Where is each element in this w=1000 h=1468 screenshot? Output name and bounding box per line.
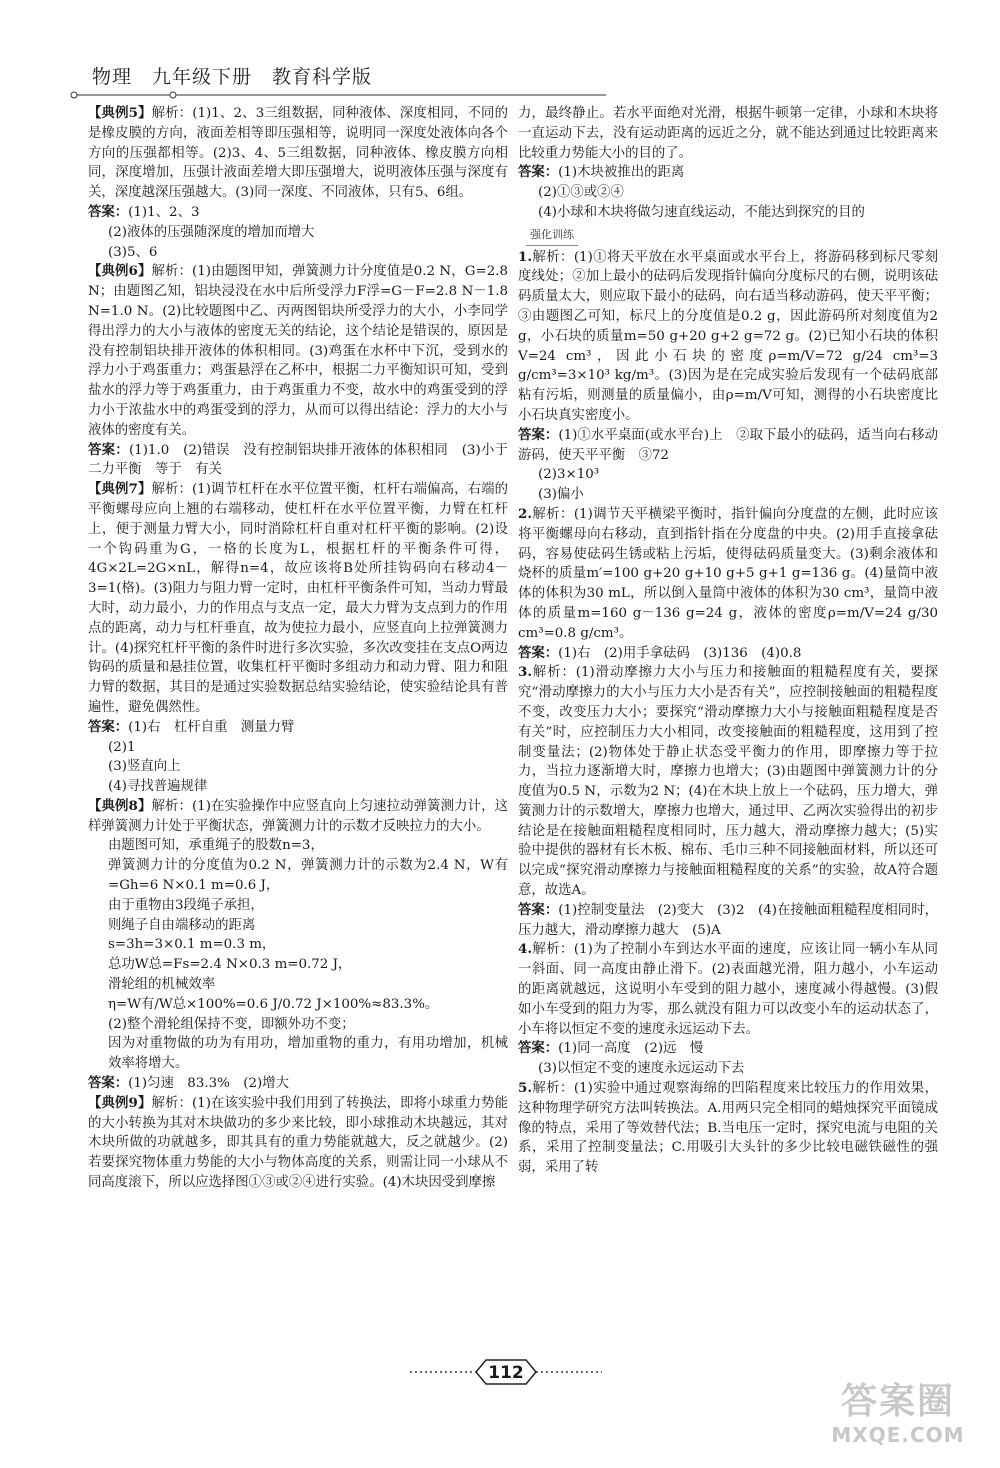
answer-line: (3)5、6: [108, 244, 158, 260]
answer-line: (2)1: [108, 739, 136, 755]
answer-line: (2)①③或②④: [538, 185, 624, 201]
answer-label: 答案：: [88, 718, 129, 735]
watermark-line2: MXQE.COM: [831, 1423, 965, 1447]
answer-line: (2)3×10³: [538, 467, 600, 483]
explanation-paragraph: [518, 505, 938, 644]
explanation-paragraph: [518, 663, 938, 901]
answer-line: 总功W总=Fs=2.4 N×0.3 m=0.72 J，: [108, 957, 352, 973]
example-tag: 【典例7】: [88, 481, 152, 498]
answer-line: η=W有/W总×100%=0.6 J/0.72 J×100%≈83.3%。: [108, 996, 439, 1012]
answer-line: 弹簧测力计的分度值为0.2 N，弹簧测力计的示数为2.4 N，W有=Gh=6 N×0.1 m=0.6 J，: [108, 858, 508, 894]
answer-line: (3)以恒定不变的速度永远运动下去: [538, 1061, 745, 1077]
paragraph-text: (1)同一高度 (2)远 慢: [558, 1041, 704, 1057]
paragraph-text: 解析：(1)为了控制小车到达水平面的速度，应该让同一辆小车从同一斜面、同一高度由静止滑下。(2)表面越光滑，阻力越小，小车运动的距离就越远，这说明小车受到的阻力越小，速度减小得越慢。(3)假如小车受到的阻力为零，那么就没有阻力可以改变小车的运动状态了，小车将以恒定不变的速度永远运动下去。: [518, 942, 938, 1037]
example-tag: 5.: [518, 1080, 532, 1097]
paragraph-text: 力，最终静止。若水平面绝对光滑，根据牛顿第一定律，小球和木块将一直运动下去，没有运动距离的远近之分，就不能达到通过比较距离来比较重力势能大小的目的了。: [518, 106, 938, 161]
paragraph-text: 解析：(1)调节杠杆在水平位置平衡，杠杆右端偏高，右端的平衡螺母应向上翘的右端移动，使杠杆在水平位置平衡，力臂在杠杆上，便于测量力臂大小，同时消除杠杆自重对杠杆平衡的影响。(2)设一个钩码重为G，一格的长度为L，根据杠杆的平衡条件可得，4G×2L=2G×nL，解得n=4，故应该将B处所挂钩码向右移动4－3=1(格)。(3)阻力与阻力臂一定时，由杠杆平衡条件可知，当动力臂最大时，动力最小，力的作用点与支点一定，最大力臂为支点到力的作用点的距离，动力与杠杆垂直，故为使拉力最小，应竖直向上拉弹簧测力计。(4)探究杠杆平衡的条件时进行多次实验，多次改变挂在支点O两边钩码的质量和悬挂位置，收集杠杆平衡时多组动力和动力臂、阻力和阻力臂的数据，其目的是通过实验数据总结实验结论，使实验结论具有普遍性，避免偶然性。: [88, 482, 508, 715]
explanation-paragraph: [88, 480, 508, 718]
paragraph-text: (1)匀速 83.3% (2)增大: [128, 1076, 289, 1092]
answer-label: 答案：: [518, 644, 559, 661]
explanation-paragraph: [88, 262, 508, 440]
right-column: [518, 104, 938, 1178]
answer-paragraph: [518, 1039, 938, 1059]
answer-label: 答案：: [518, 1040, 559, 1057]
answer-label: 答案：: [518, 901, 559, 918]
paragraph-text: 解析：(1)在该实验中我们用到了转换法，即将小球重力势能的大小转换为其对木块做功的多少来比较，即小球推动木块越远，其对木块所做的功就越多，即其具有的重力势能就越大，反之就越少。(2)若要探究物体重力势能的大小与物体高度的关系，则需让同一小球从不同高度滚下，所以应选择图①③或②④进行实验。(4)木块因受到摩擦: [88, 1095, 508, 1191]
explanation-paragraph: [88, 797, 508, 837]
answer-line: 滑轮组的机械效率: [108, 977, 216, 993]
answer-paragraph: [518, 426, 938, 466]
header-title: 物理 九年级下册 教育科学版: [92, 66, 373, 88]
paragraph-text: 解析：(1)滑动摩擦力大小与压力和接触面的粗糙程度有关，要探究“滑动摩擦力的大小与压力大小是否有关”，应控制接触面的粗糙程度不变，改变压力大小；要探究“滑动摩擦力大小与接触面粗糙程度是否有关”时，应控制压力大小相同，改变接触面的粗糙程度，这用到了控制变量法；(2)物体处于静止状态受平衡力的作用，即摩擦力等于拉力，当拉力逐渐增大时，摩擦力也增大；(3)由题图中弹簧测力计的分度值为0.5 N，示数为2 N；(4)在木块上放上一个砝码，压力增大，弹簧测力计的示数增大，摩擦力也增大，通过甲、乙两次实验得出的初步结论是在接触面粗糙程度相同时，压力越大，滑动摩擦力越大；(5)实验中提供的器材有长木板、棉布、毛巾三种不同接触面材料，所以还可以完成“探究滑动摩擦力与接触面粗糙程度的关系”的实验，故A符合题意，故选A。: [518, 665, 938, 899]
answer-line: 因为对重物做的功为有用功，增加重物的重力，有用功增加，机械效率将增大。: [108, 1036, 508, 1072]
paragraph-text: (1)右 (2)用手拿砝码 (3)136 (4)0.8: [558, 645, 802, 661]
answer-line: 由于重物由3段绳子承担，: [108, 897, 264, 913]
explanation-paragraph: [518, 1079, 938, 1178]
answer-line: (3)竖直向上: [108, 759, 181, 775]
paragraph-text: 解析：(1)实验中通过观察海绵的凹陷程度来比较压力的作用效果，这种物理学研究方法叫转换法。A.用两只完全相同的蜡烛探究平面镜成像的特点，采用了等效替代法；B.当电压一定时，探究电流与电阻的关系，采用了控制变量法；C.用吸引大头针的多少比较电磁铁磁性的强弱，采用了转: [518, 1081, 938, 1176]
answer-paragraph: [88, 203, 508, 223]
example-tag: 【典例5】: [88, 105, 152, 121]
page-number: 112: [488, 1363, 524, 1383]
answer-line: (4)小球和木块将做匀速直线运动，不能达到探究的目的: [538, 204, 865, 220]
paragraph-text: (1)①水平桌面(或水平台)上 ②取下最小的砝码，适当向右移动游码，使天平平衡 ③72: [518, 427, 938, 463]
answer-line: 则绳子自由端移动的距离: [108, 917, 256, 933]
explanation-paragraph: [88, 104, 508, 203]
section-heading: [518, 223, 938, 248]
answer-paragraph: [88, 718, 508, 738]
left-column: [88, 104, 522, 1193]
answer-label: 答案：: [518, 164, 559, 181]
answer-label: 答案：: [88, 1075, 129, 1092]
paragraph-text: 解析：(1)由题图甲知，弹簧测力计分度值是0.2 N，G=2.8 N；由题图乙知，铝块浸没在水中后所受浮力F浮=G－F=2.8 N－1.8 N=1.0 N。(2)比较题图中乙、丙两图铝块所受浮力的大小，小李同学得出浮力的大小与液体的密度无关的结论，这个结论是错误的，原因是没有控制铝块排开液体的体积相同。(3)鸡蛋在水杯中下沉，受到水的浮力小于鸡蛋重力；鸡蛋悬浮在乙杯中，根据二力平衡知识可知，受到盐水的浮力等于鸡蛋重力，由于鸡蛋重力不变，故水中的鸡蛋受到的浮力小于浓盐水中的鸡蛋受到的浮力，从而可以得出结论：浮力的大小与液体的密度有关。: [88, 264, 508, 438]
answer-line: 由题图可知，承重绳子的股数n=3，: [108, 838, 324, 854]
answer-line: s=3h=3×0.1 m=0.3 m，: [108, 937, 276, 953]
paragraph-text: (1)木块被推出的距离: [558, 165, 685, 181]
paragraph-text: (1)右 杠杆自重 测量力臂: [128, 719, 295, 735]
answer-line: (2)整个滑轮组保持不变，即额外功不变；: [108, 1016, 355, 1032]
paragraph-text: 解析：(1)调节天平横梁平衡时，指针偏向分度盘的左侧，此时应该将平衡螺母向右移动，直到指针指在分度盘的中央。(2)用手直接拿砝码，容易使砝码生锈或粘上污垢，使得砝码质量变大。(3)剩余液体和烧杯的质量m′=100 g+20 g+10 g+5 g+1 g=136 g。(4)量筒中液体的体积为30 mL，所以倒入量筒中液体的体积为30 cm³，量筒中液体的质量m=160 g－136 g=24 g，液体的密度ρ=m/V=24 g/30 cm³=0.8 g/cm³。: [518, 506, 938, 641]
watermark-logo: [818, 1380, 978, 1456]
answer-paragraph: [88, 441, 522, 481]
example-tag: 【典例8】: [88, 797, 152, 814]
explanation-paragraph: [88, 1094, 508, 1193]
answer-line: (2)液体的压强随深度的增加而增大: [108, 224, 315, 240]
answer-label: 答案：: [518, 426, 559, 443]
paragraph-text: 解析：(1)①将天平放在水平桌面或水平台上，将游码移到标尺零刻度线处；②加上最小的砝码后发现指针偏向分度标尺的右侧，说明该砝码质量太大，则应取下最小的砝码，向右适当移动游码，使天平平衡；③由题图乙可知，标尺上的分度值是0.2 g，因此游码所对刻度值为2 g，小石块的质量m=50 g+20 g+2 g=72 g。(2)已知小石块的体积V=24 cm³，因此小石块的密度ρ=m/V=72 g/24 cm³=3 g/cm³=3×10³ kg/m³。(3)因为是在完成实验后发现有一个砝码底部粘有污垢，则测量的质量偏小，由ρ=m/V可知，测得的小石块密度比小石块真实密度小。: [518, 249, 938, 423]
paragraph-text: (1)1.0 (2)错误 没有控制铝块排开液体的体积相同 (3)小于 二力平衡 等于 有关: [88, 442, 522, 478]
answer-label: 答案：: [88, 203, 129, 220]
answer-paragraph: [518, 901, 938, 941]
paragraph-text: 解析：(1)在实验操作中应竖直向上匀速拉动弹簧测力计，这样弹簧测力计处于平衡状态，弹簧测力计的示数才反映拉力的大小。: [88, 798, 508, 834]
answer-line: (3)偏小: [538, 487, 584, 503]
section-label: 强化训练: [526, 225, 578, 246]
watermark-line1: 答案圈: [840, 1381, 955, 1422]
example-tag: 1.: [518, 248, 532, 265]
example-tag: 【典例6】: [88, 263, 152, 280]
header-rule: [70, 90, 610, 100]
explanation-paragraph: [518, 248, 938, 426]
answer-paragraph: [88, 1074, 508, 1094]
answer-paragraph: [518, 163, 938, 183]
example-tag: 3.: [518, 664, 532, 681]
paragraph-text: (1)1、2、3: [128, 204, 200, 220]
explanation-paragraph: [518, 104, 938, 163]
example-tag: 【典例9】: [88, 1094, 152, 1111]
page-header: [70, 62, 610, 96]
answer-label: 答案：: [88, 441, 129, 458]
answer-line: (4)寻找普遍规律: [108, 779, 208, 795]
example-tag: 4.: [518, 941, 532, 958]
example-tag: 2.: [518, 505, 532, 522]
paragraph-text: (1)控制变量法 (2)变大 (3)2 (4)在接触面粗糙程度相同时，压力越大，滑动摩擦力越大 (5)A: [518, 902, 939, 938]
explanation-paragraph: [518, 940, 938, 1039]
paragraph-text: 解析：(1)1、2、3三组数据，同种液体、深度相同，不同的是橡皮膜的方向，液面差相等即压强相等，说明同一深度处液体向各个方向的压强都相等。(2)3、4、5三组数据，同种液体、橡皮膜方向相同，深度增加，压强计液面差增大即压强增大，说明液体压强与深度有关，深度越深压强越大。(3)同一深度、不同液体，只有5、6组。: [88, 106, 508, 201]
answer-paragraph: [518, 644, 938, 664]
